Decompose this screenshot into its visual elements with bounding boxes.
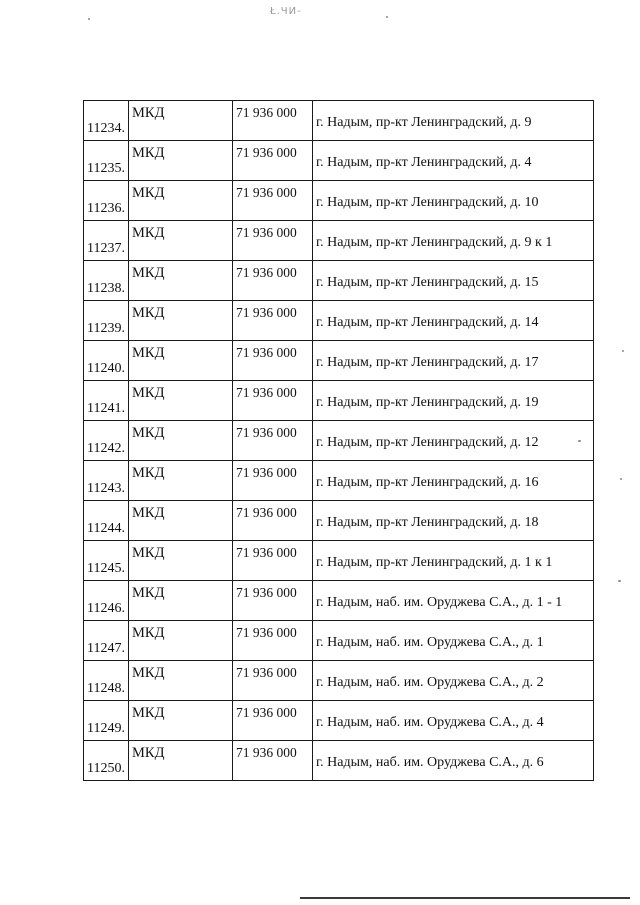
address-cell: г. Надым, пр-кт Ленинградский, д. 9 к 1 <box>313 221 594 261</box>
row-number-cell: 11240. <box>84 341 129 381</box>
scan-header-mark: Ł.ЧИ- <box>270 6 302 17</box>
oktmo-code-cell: 71 936 000 <box>233 541 313 581</box>
row-number-cell: 11249. <box>84 701 129 741</box>
object-type-cell: МКД <box>129 621 233 661</box>
object-type-cell: МКД <box>129 501 233 541</box>
row-number-cell: 11241. <box>84 381 129 421</box>
address-cell: г. Надым, наб. им. Оруджева С.А., д. 4 <box>313 701 594 741</box>
object-type-cell: МКД <box>129 301 233 341</box>
address-cell: г. Надым, пр-кт Ленинградский, д. 1 к 1 <box>313 541 594 581</box>
oktmo-code-cell: 71 936 000 <box>233 421 313 461</box>
table-row <box>84 661 594 701</box>
object-type-cell: МКД <box>129 541 233 581</box>
address-cell: г. Надым, пр-кт Ленинградский, д. 4 <box>313 141 594 181</box>
row-number-cell: 11234. <box>84 101 129 141</box>
registry-table <box>83 100 594 781</box>
table-row <box>84 181 594 221</box>
object-type-cell: МКД <box>129 581 233 621</box>
table-row <box>84 221 594 261</box>
row-number-cell: 11242. <box>84 421 129 461</box>
address-cell: г. Надым, пр-кт Ленинградский, д. 17 <box>313 341 594 381</box>
oktmo-code-cell: 71 936 000 <box>233 301 313 341</box>
table-row <box>84 341 594 381</box>
oktmo-code-cell: 71 936 000 <box>233 701 313 741</box>
object-type-cell: МКД <box>129 461 233 501</box>
scan-speck <box>622 350 624 352</box>
row-number-cell: 11247. <box>84 621 129 661</box>
table-row <box>84 381 594 421</box>
object-type-cell: МКД <box>129 181 233 221</box>
table-row <box>84 501 594 541</box>
object-type-cell: МКД <box>129 221 233 261</box>
oktmo-code-cell: 71 936 000 <box>233 341 313 381</box>
table-row <box>84 581 594 621</box>
scan-speck <box>618 580 621 582</box>
oktmo-code-cell: 71 936 000 <box>233 621 313 661</box>
row-number-cell: 11239. <box>84 301 129 341</box>
address-cell: г. Надым, пр-кт Ленинградский, д. 9 <box>313 101 594 141</box>
oktmo-code-cell: 71 936 000 <box>233 181 313 221</box>
row-number-cell: 11235. <box>84 141 129 181</box>
row-number-cell: 11237. <box>84 221 129 261</box>
row-number-cell: 11250. <box>84 741 129 781</box>
row-number-cell: 11243. <box>84 461 129 501</box>
address-cell: г. Надым, пр-кт Ленинградский, д. 18 <box>313 501 594 541</box>
table-row <box>84 741 594 781</box>
row-number-cell: 11236. <box>84 181 129 221</box>
oktmo-code-cell: 71 936 000 <box>233 501 313 541</box>
oktmo-code-cell: 71 936 000 <box>233 381 313 421</box>
scan-speck <box>386 16 388 18</box>
oktmo-code-cell: 71 936 000 <box>233 661 313 701</box>
object-type-cell: МКД <box>129 141 233 181</box>
address-cell: г. Надым, пр-кт Ленинградский, д. 15 <box>313 261 594 301</box>
oktmo-code-cell: 71 936 000 <box>233 221 313 261</box>
object-type-cell: МКД <box>129 741 233 781</box>
row-number-cell: 11248. <box>84 661 129 701</box>
row-number-cell: 11246. <box>84 581 129 621</box>
address-cell: г. Надым, пр-кт Ленинградский, д. 12 <box>313 421 594 461</box>
oktmo-code-cell: 71 936 000 <box>233 461 313 501</box>
page-bottom-edge <box>300 897 630 899</box>
address-cell: г. Надым, наб. им. Оруджева С.А., д. 2 <box>313 661 594 701</box>
table-row <box>84 301 594 341</box>
address-cell: г. Надым, пр-кт Ленинградский, д. 10 <box>313 181 594 221</box>
table-row <box>84 141 594 181</box>
object-type-cell: МКД <box>129 261 233 301</box>
oktmo-code-cell: 71 936 000 <box>233 581 313 621</box>
oktmo-code-cell: 71 936 000 <box>233 261 313 301</box>
table-row <box>84 261 594 301</box>
object-type-cell: МКД <box>129 421 233 461</box>
table-row <box>84 421 594 461</box>
row-number-cell: 11238. <box>84 261 129 301</box>
address-cell: г. Надым, наб. им. Оруджева С.А., д. 1 <box>313 621 594 661</box>
object-type-cell: МКД <box>129 701 233 741</box>
oktmo-code-cell: 71 936 000 <box>233 741 313 781</box>
address-cell: г. Надым, наб. им. Оруджева С.А., д. 6 <box>313 741 594 781</box>
address-cell: г. Надым, пр-кт Ленинградский, д. 14 <box>313 301 594 341</box>
object-type-cell: МКД <box>129 661 233 701</box>
object-type-cell: МКД <box>129 101 233 141</box>
scan-speck <box>88 18 90 20</box>
table-row <box>84 541 594 581</box>
scan-speck <box>620 478 622 480</box>
oktmo-code-cell: 71 936 000 <box>233 101 313 141</box>
address-cell: г. Надым, наб. им. Оруджева С.А., д. 1 - 1 <box>313 581 594 621</box>
table-row <box>84 621 594 661</box>
table-row <box>84 101 594 141</box>
oktmo-code-cell: 71 936 000 <box>233 141 313 181</box>
row-number-cell: 11244. <box>84 501 129 541</box>
table-row <box>84 461 594 501</box>
address-cell: г. Надым, пр-кт Ленинградский, д. 16 <box>313 461 594 501</box>
table-row <box>84 701 594 741</box>
registry-table-body <box>84 101 594 781</box>
row-number-cell: 11245. <box>84 541 129 581</box>
object-type-cell: МКД <box>129 341 233 381</box>
address-cell: г. Надым, пр-кт Ленинградский, д. 19 <box>313 381 594 421</box>
object-type-cell: МКД <box>129 381 233 421</box>
